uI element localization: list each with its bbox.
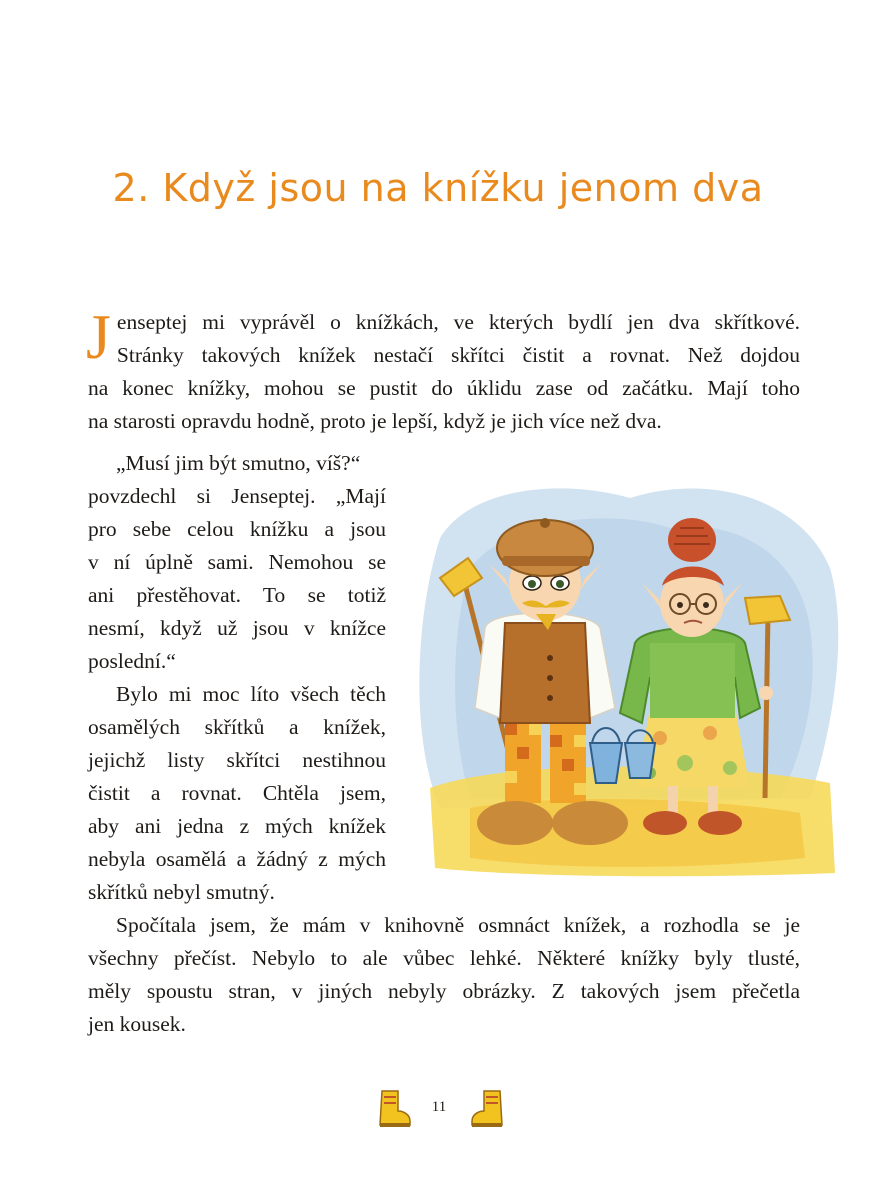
text-line: Spočítala jsem, že mám v knihovně osmnáct knížek, a rozhodla se je — [116, 913, 800, 937]
text-line: Stránky takových knížek nestačí skřítci čistit a rovnat. Než dojdou — [116, 343, 800, 367]
text-line: na konec knížky, mohou se pustit do úklidu zase od začátku. Mají toho — [88, 376, 800, 400]
text-line: aby ani jedna z mých knížek — [88, 814, 386, 838]
drop-cap: J — [86, 301, 111, 372]
page-number: 11 — [431, 1099, 447, 1115]
text-line: v ní úplně sami. Nemohou se — [88, 550, 386, 574]
text-line: skřítků nebyl smutný. — [88, 880, 275, 904]
text-line: „Musí jim být smutno, víš?“ — [116, 451, 361, 475]
text-line: osamělých skřítků a knížek, — [88, 715, 386, 739]
text-line: všechny přečíst. Nebylo to ale vůbec lehké. Některé knížky byly tlusté, — [88, 946, 800, 970]
paragraph-jenseptej — [88, 447, 386, 678]
paragraph-counting — [88, 909, 800, 1041]
boot-icon — [470, 1087, 506, 1129]
text-line: ani přestěhovat. To se totiž — [88, 583, 386, 607]
text-line: povzdechl si Jenseptej. „Mají — [88, 484, 386, 508]
text-line: Bylo mi moc líto všech těch — [116, 682, 386, 706]
text-line: měly spoustu stran, v jiných nebyly obrázky. Z takových jsem přečetla — [88, 979, 800, 1003]
text-line: nebyla osamělá a žádný z mých — [88, 847, 386, 871]
text-line: enseptej mi vyprávěl o knížkách, ve kterých bydlí jen dva skřítkové. — [116, 310, 800, 334]
text-line: čistit a rovnat. Chtěla jsem, — [88, 781, 386, 805]
chapter-title: 2. Když jsou na knížku jenom dva — [112, 166, 764, 210]
text-line: nesmí, když už jsou v knížce — [88, 616, 386, 640]
text-line: pro sebe celou knížku a jsou — [88, 517, 386, 541]
text-line: na starosti opravdu hodně, proto je lepší, když je jich více než dva. — [88, 409, 662, 433]
illustration-two-elves — [410, 478, 840, 878]
page-footer — [0, 1085, 876, 1133]
text-line: jejichž listy skřítci nestihnou — [88, 748, 386, 772]
text-line: poslední.“ — [88, 649, 176, 673]
text-line: jen kousek. — [88, 1012, 186, 1036]
boot-icon — [376, 1087, 412, 1129]
paragraph-lonely — [88, 678, 386, 909]
paragraph-intro — [86, 301, 800, 438]
